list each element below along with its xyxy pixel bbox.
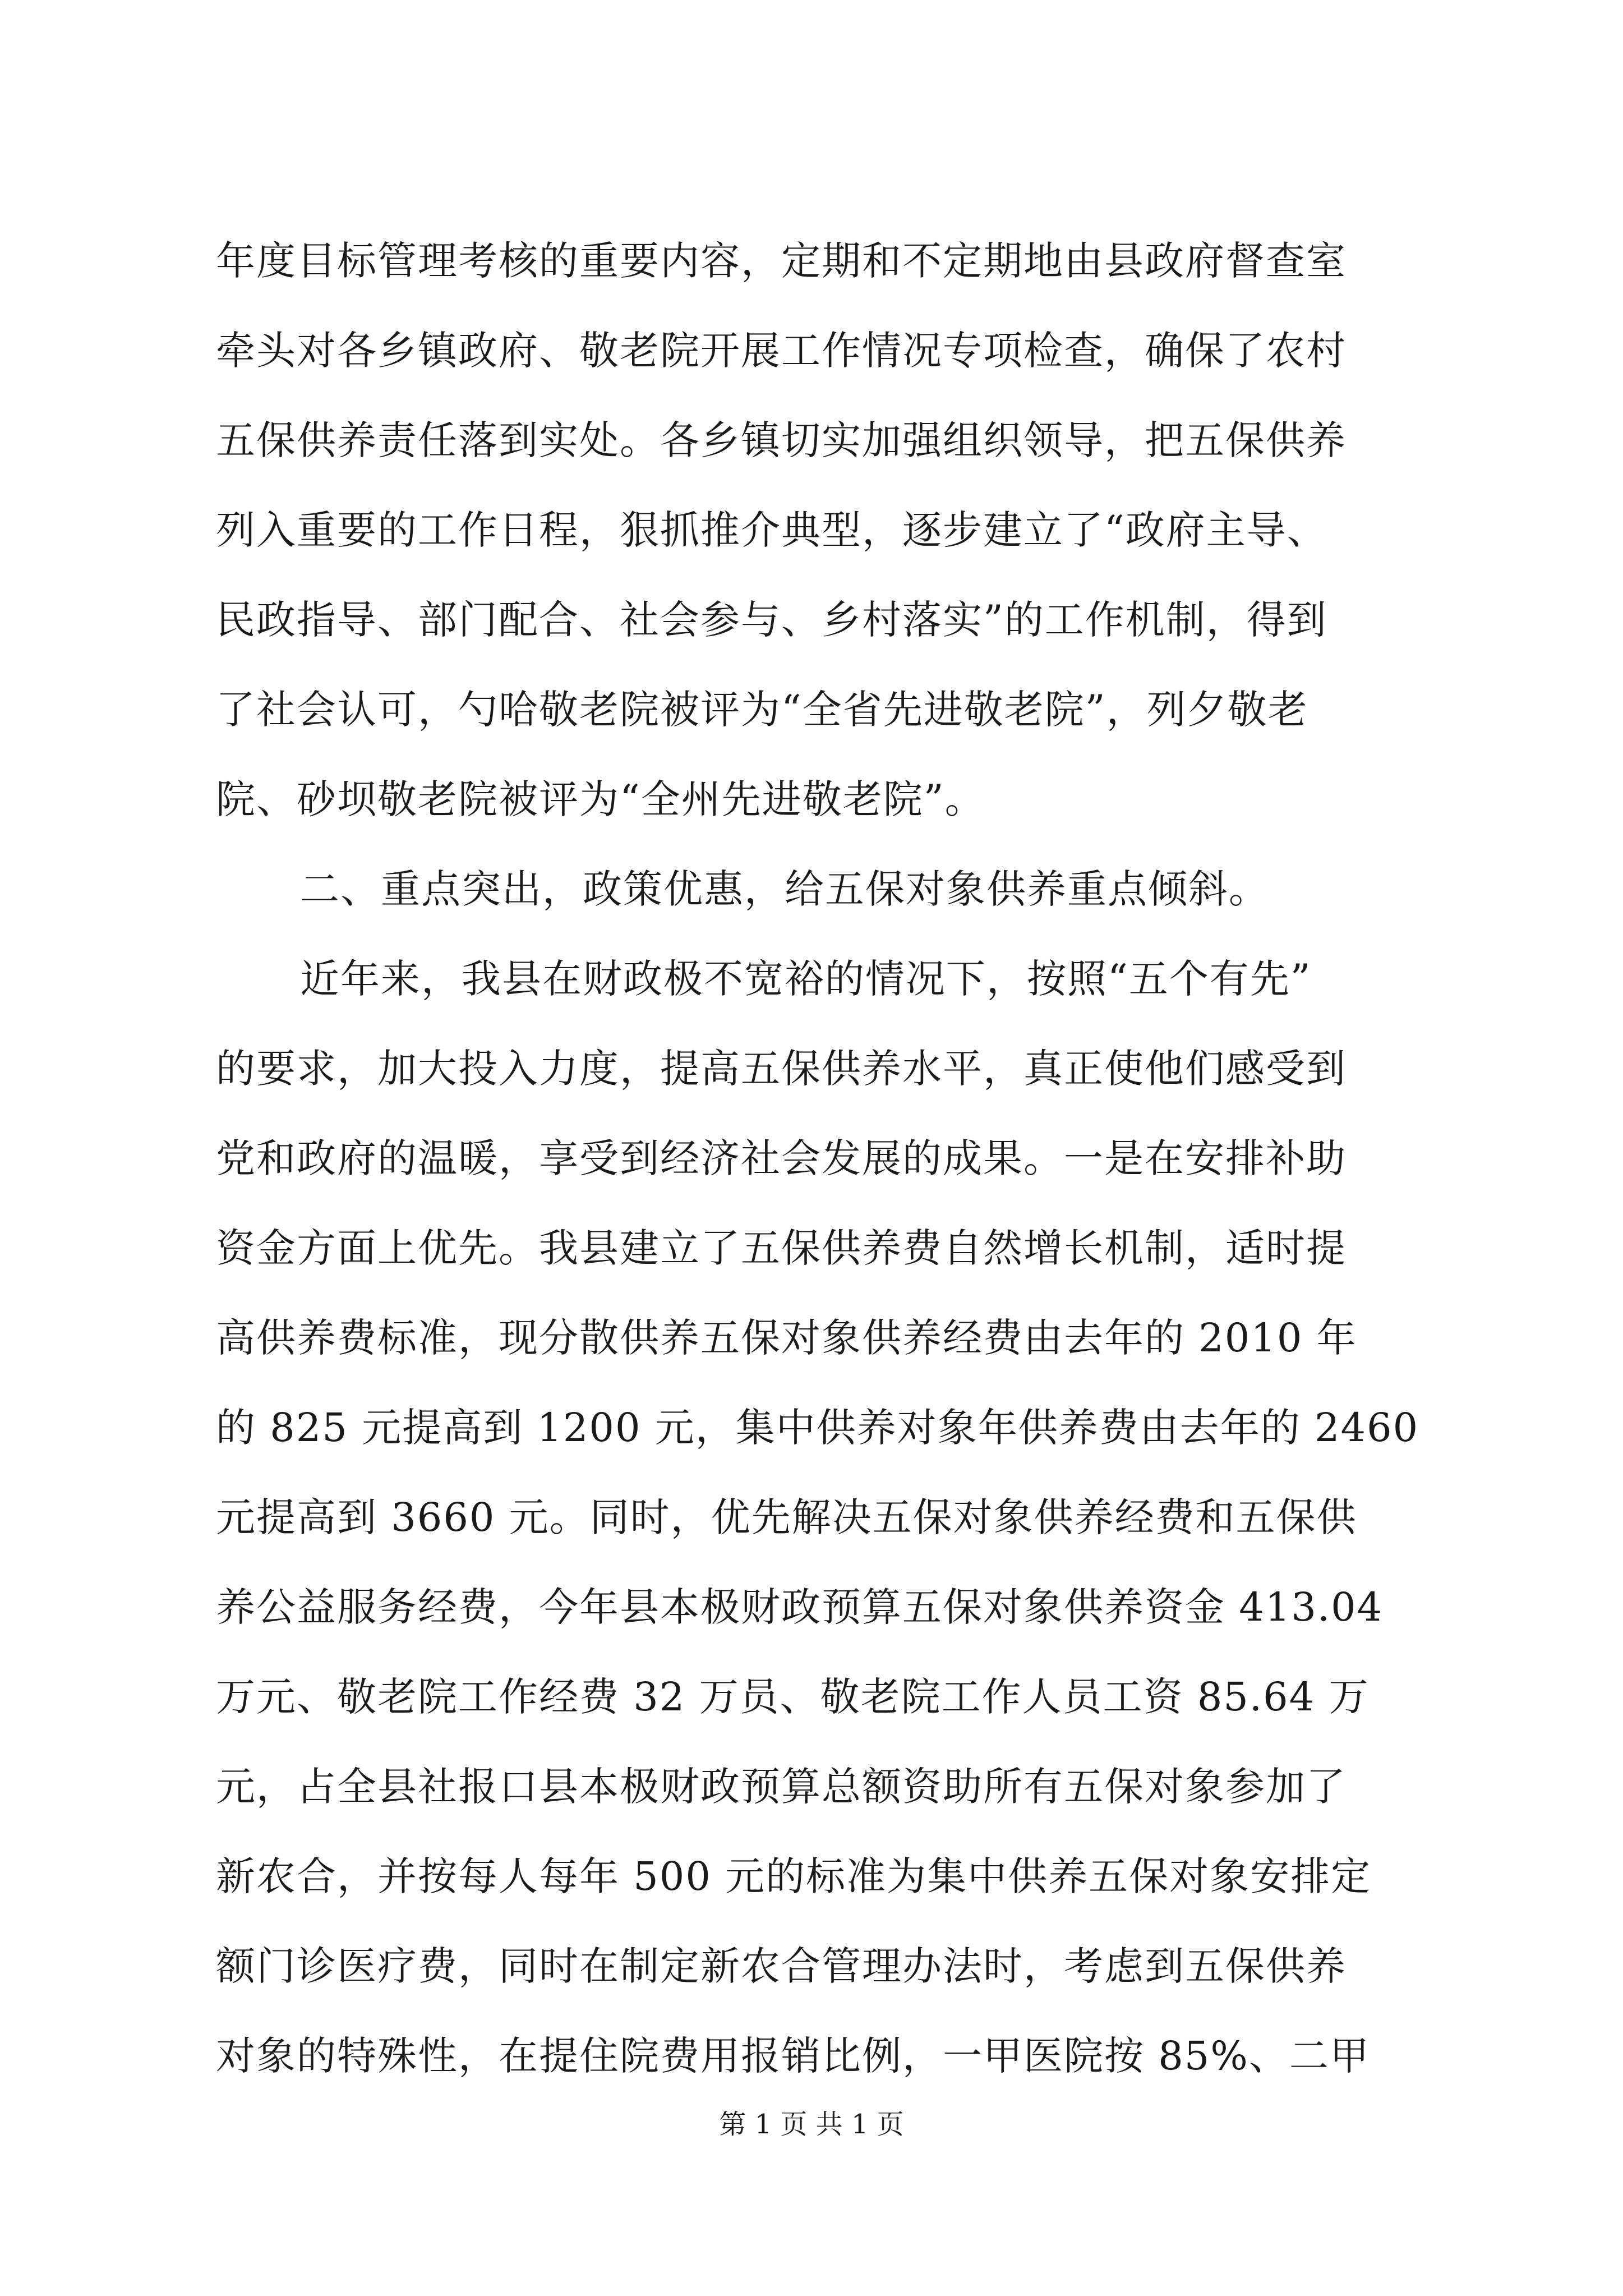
text-line: 了社会认可，勺哈敬老院被评为“全省先进敬老院”，列夕敬老 xyxy=(216,687,1308,733)
text-line: 额门诊医疗费，同时在制定新农合管理办法时，考虑到五保供养 xyxy=(216,1943,1347,1989)
text-line: 民政指导、部门配合、社会参与、乡村落实”的工作机制，得到 xyxy=(216,597,1327,643)
text-line: 万元、敬老院工作经费 32 万员、敬老院工作人员工资 85.64 万 xyxy=(216,1674,1370,1720)
text-line: 元提高到 3660 元。同时，优先解决五保对象供养经费和五保供 xyxy=(216,1494,1357,1540)
text-line: 养公益服务经费，今年县本极财政预算五保对象供养资金 413.04 xyxy=(216,1584,1384,1630)
text-line: 的要求，加大投入力度，提高五保供养水平，真正使他们感受到 xyxy=(216,1046,1347,1092)
text-line: 院、砂坝敬老院被评为“全州先进敬老院”。 xyxy=(216,776,985,822)
text-line: 列入重要的工作日程，狠抓推介典型，逐步建立了“政府主导、 xyxy=(216,507,1327,553)
text-line: 年度目标管理考核的重要内容，定期和不定期地由县政府督查室 xyxy=(216,238,1347,284)
paragraph-first-line: 近年来，我县在财政极不宽裕的情况下，按照“五个有先” xyxy=(300,956,1312,1002)
text-line: 对象的特殊性，在提住院费用报销比例，一甲医院按 85%、二甲 xyxy=(216,2033,1370,2079)
text-line: 牵头对各乡镇政府、敬老院开展工作情况专项检查，确保了农村 xyxy=(216,328,1347,374)
section-heading: 二、重点突出，政策优惠，给五保对象供养重点倾斜。 xyxy=(300,866,1269,912)
text-line: 新农合，并按每人每年 500 元的标准为集中供养五保对象安排定 xyxy=(216,1853,1372,1899)
text-line: 五保供养责任落到实处。各乡镇切实加强组织领导，把五保供养 xyxy=(216,417,1347,463)
text-line: 高供养费标准，现分散供养五保对象供养经费由去年的 2010 年 xyxy=(216,1315,1357,1361)
text-line: 资金方面上优先。我县建立了五保供养费自然增长机制，适时提 xyxy=(216,1225,1347,1271)
text-line: 的 825 元提高到 1200 元，集中供养对象年供养费由去年的 2460 xyxy=(216,1405,1419,1451)
text-line: 元，占全县社报口县本极财政预算总额资助所有五保对象参加了 xyxy=(216,1764,1347,1810)
text-line: 党和政府的温暖，享受到经济社会发展的成果。一是在安排补助 xyxy=(216,1135,1347,1181)
page-number-footer: 第 1 页 共 1 页 xyxy=(719,2109,904,2140)
